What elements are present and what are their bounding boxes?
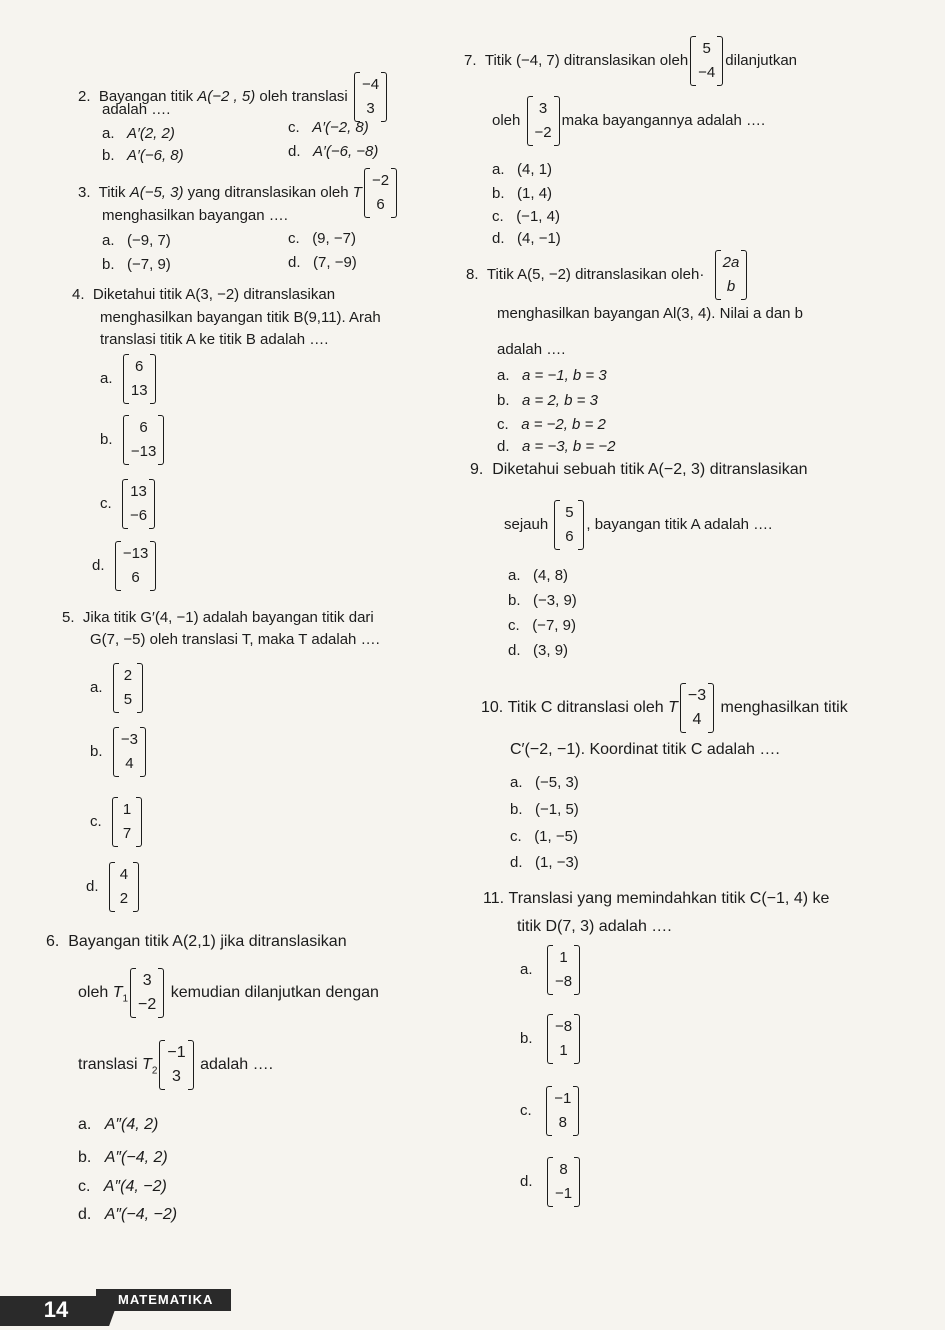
q2-option-d[interactable]: d. A′(−6, −8): [288, 143, 379, 160]
q6-option-c[interactable]: c. A″(4, −2): [78, 1178, 167, 1195]
q6-line-2: oleh $T_1$ 3 −2 kemudian dilanjutkan dengan: [78, 968, 379, 1018]
q10-line-1: 10. Titik C ditranslasi oleh T −3 4 menghasilkan titik: [481, 683, 848, 733]
page-number: 14: [43, 1297, 69, 1322]
q10-option-b[interactable]: b. (−1, 5): [510, 801, 579, 818]
q8-line-3: adalah ….: [497, 341, 566, 358]
q6-line-3: translasi $T_2$ −1 3 adalah ….: [78, 1040, 273, 1090]
q11-option-c[interactable]: c. −1 8: [520, 1086, 581, 1136]
q8-option-c[interactable]: c. a = −2, b = 2: [497, 416, 606, 433]
q3-stem: 3. Titik A(−5, 3) yang ditranslasikan oleh T −2 6: [78, 168, 399, 218]
q2-number: 2.: [78, 87, 91, 105]
q5-option-c[interactable]: c. 1 7: [90, 797, 144, 847]
q9-line-1: 9. Diketahui sebuah titik A(−2, 3) ditranslasikan: [470, 461, 808, 478]
q5-option-b[interactable]: b. −3 4: [90, 727, 148, 777]
q7-option-a[interactable]: a. (4, 1): [492, 161, 553, 178]
q6-option-a[interactable]: a. A″(4, 2): [78, 1116, 159, 1133]
q8-option-a[interactable]: a. a = −1, b = 3: [497, 367, 607, 384]
q10-option-c[interactable]: c. (1, −5): [510, 828, 578, 845]
q5-option-d[interactable]: d. 4 2: [86, 862, 141, 912]
q7-option-d[interactable]: d. (4, −1): [492, 230, 561, 247]
q5-option-a[interactable]: a. 2 5: [90, 663, 145, 713]
q4-option-c[interactable]: c. 13 −6: [100, 479, 157, 529]
q7-option-c[interactable]: c. (−1, 4): [492, 208, 560, 225]
q10-option-d[interactable]: d. (1, −3): [510, 854, 579, 871]
q8-line-2: menghasilkan bayangan Al(3, 4). Nilai a dan b: [497, 305, 804, 322]
q9-option-d[interactable]: d. (3, 9): [508, 642, 569, 659]
q3-text-3: menghasilkan bayangan ….: [102, 207, 288, 224]
q11-option-b[interactable]: b. −8 1: [520, 1014, 582, 1064]
q2-text: Bayangan titik: [98, 87, 198, 105]
q10-line-2: C′(−2, −1). Koordinat titik C adalah ….: [510, 741, 780, 758]
q4-line-2: menghasilkan bayangan titik B(9,11). Arah: [100, 309, 381, 326]
q5-line-2: G(7, −5) oleh translasi T, maka T adalah ….: [90, 631, 380, 648]
q2-text-2: oleh translasi: [255, 87, 348, 105]
q10-option-a[interactable]: a. (−5, 3): [510, 774, 579, 791]
q2-point: A(−2 , 5): [197, 87, 256, 105]
q8-option-d[interactable]: d. a = −3, b = −2: [497, 438, 616, 455]
q9-option-c[interactable]: c. (−7, 9): [508, 617, 576, 634]
q9-option-b[interactable]: b. (−3, 9): [508, 592, 577, 609]
q6-option-d[interactable]: d. A″(−4, −2): [78, 1206, 178, 1223]
q2-option-a[interactable]: a. A′(2, 2): [102, 125, 175, 142]
q2-text-3: adalah ….: [102, 101, 171, 118]
q6-line-1: 6. Bayangan titik A(2,1) jika ditranslasikan: [46, 933, 347, 950]
q11-option-d[interactable]: d. 8 −1: [520, 1157, 582, 1207]
q4-line-1: 4. Diketahui titik A(3, −2) ditranslasikan: [72, 286, 336, 303]
q8-option-b[interactable]: b. a = 2, b = 3: [497, 392, 598, 409]
q3-option-c[interactable]: c. (9, −7): [288, 230, 356, 247]
q3-option-a[interactable]: a. (−9, 7): [102, 232, 171, 249]
q11-line-1: 11. Translasi yang memindahkan titik C(−1, 4) ke: [483, 890, 830, 907]
q3-vector: −2 6: [364, 168, 397, 218]
q11-line-2: titik D(7, 3) adalah ….: [517, 918, 672, 935]
q4-option-d[interactable]: d. −13 6: [92, 541, 158, 591]
q3-option-b[interactable]: b. (−7, 9): [102, 256, 171, 273]
q7-option-b[interactable]: b. (1, 4): [492, 185, 553, 202]
q4-option-a[interactable]: a. 6 13: [100, 354, 158, 404]
q7-line-1: 7. Titik (−4, 7) ditranslasikan oleh 5 −4 dilanjutkan: [464, 36, 797, 86]
q7-line-2: oleh 3 −2 maka bayangannya adalah ….: [492, 96, 765, 146]
q8-line-1: 8. Titik A(5, −2) ditranslasikan oleh· 2a b: [466, 250, 749, 300]
q2-option-b[interactable]: b. A′(−6, 8): [102, 147, 184, 164]
footer-subject: MATEMATIKA: [96, 1289, 231, 1311]
q11-option-a[interactable]: a. 1 −8: [520, 945, 582, 995]
q2-option-c[interactable]: c. A′(−2, 8): [288, 119, 369, 136]
q5-line-1: 5. Jika titik G′(4, −1) adalah bayangan titik dari: [62, 609, 374, 626]
q3-option-d[interactable]: d. (7, −9): [288, 254, 357, 271]
q9-option-a[interactable]: a. (4, 8): [508, 567, 569, 584]
q9-line-2: sejauh 5 6 , bayangan titik A adalah ….: [504, 500, 772, 550]
q4-option-b[interactable]: b. 6 −13: [100, 415, 166, 465]
q4-line-3: translasi titik A ke titik B adalah ….: [100, 331, 329, 348]
q2-vector: −4 3: [354, 72, 387, 122]
q6-option-b[interactable]: b. A″(−4, 2): [78, 1149, 168, 1166]
